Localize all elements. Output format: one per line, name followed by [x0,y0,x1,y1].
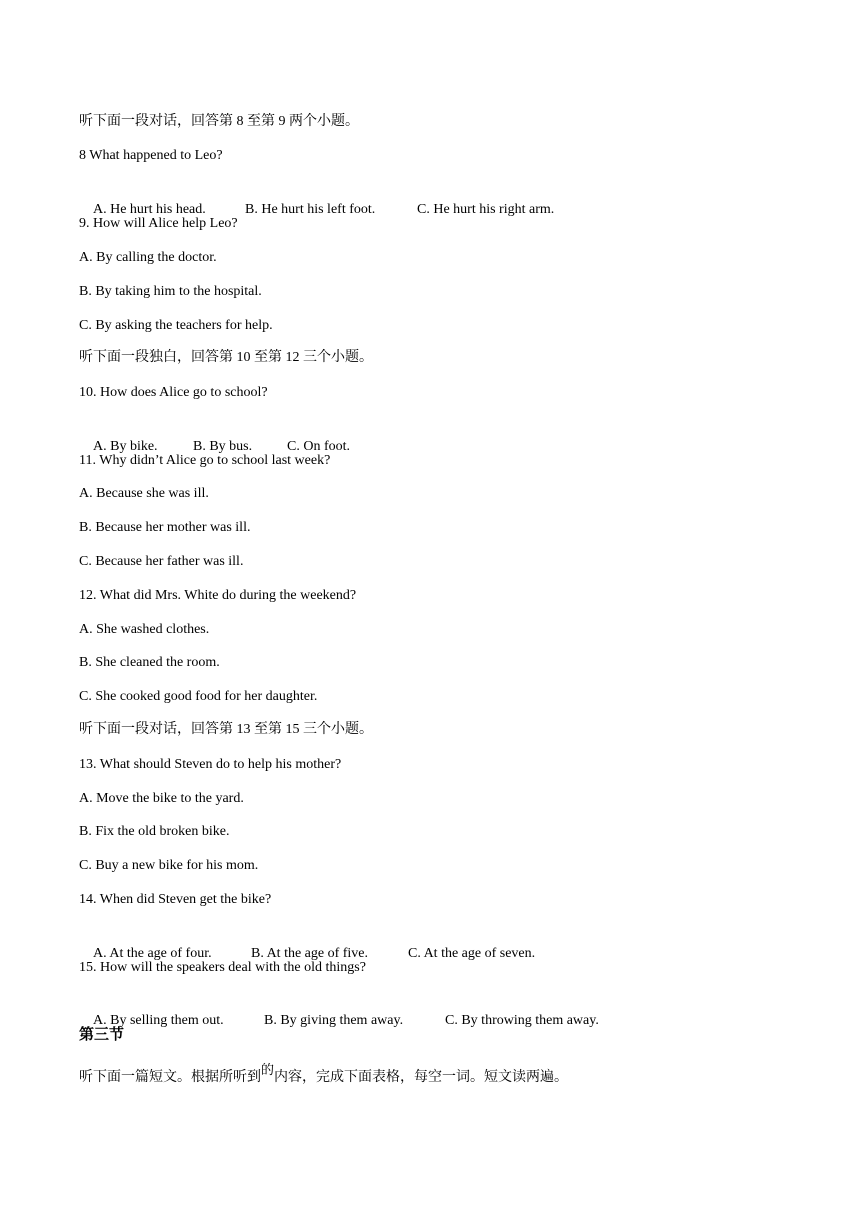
question-9: 9. How will Alice help Leo? [79,216,238,231]
question-8: 8 What happened to Leo? [79,148,223,163]
option-13c: C. Buy a new bike for his mom. [79,858,259,873]
option-14a: A. At the age of four. [93,946,212,961]
question-15-options [79,991,599,1051]
option-15c: C. By throwing them away. [445,1013,599,1028]
question-10: 10. How does Alice go to school? [79,385,268,400]
option-12b: B. She cleaned the room. [79,655,220,670]
option-15a: A. By selling them out. [93,1013,224,1028]
option-11c: C. Because her father was ill. [79,554,244,569]
question-12: 12. What did Mrs. White do during the weekend? [79,588,357,603]
question-15: 15. How will the speakers deal with the old things? [79,960,366,975]
option-13b: B. Fix the old broken bike. [79,824,230,839]
question-13: 13. What should Steven do to help his mother? [79,757,342,772]
section-3-instruction [79,1062,569,1088]
option-10b: B. By bus. [193,439,253,454]
instruction-q10-q12: 听下面一段独白，回答第 10 至第 12 三个小题。 [79,350,373,365]
option-15b: B. By giving them away. [264,1013,404,1028]
option-10a: A. By bike. [93,439,158,454]
option-13a: A. Move the bike to the yard. [79,791,244,806]
option-14c: C. At the age of seven. [408,946,536,961]
option-9b: B. By taking him to the hospital. [79,284,262,299]
section-3-instruction-part1: 听下面一篇短文。根据所听到 [79,1070,261,1085]
instruction-q13-q15: 听下面一段对话，回答第 13 至第 15 三个小题。 [79,722,373,737]
option-10c: C. On foot. [287,439,350,454]
option-9c: C. By asking the teachers for help. [79,318,273,333]
option-11b: B. Because her mother was ill. [79,520,251,535]
option-11a: A. Because she was ill. [79,486,209,501]
option-8b: B. He hurt his left foot. [245,202,376,217]
question-11: 11. Why didn’t Alice go to school last week? [79,453,331,468]
section-3-instruction-part2: 内容，完成下面表格，每空一词。短文读两遍。 [274,1070,569,1085]
question-14: 14. When did Steven get the bike? [79,892,272,907]
option-12a: A. She washed clothes. [79,622,210,637]
option-8c: C. He hurt his right arm. [417,202,555,217]
section-3-heading: 第三节 [79,1025,125,1043]
option-14b: B. At the age of five. [251,946,369,961]
instruction-q8-q9: 听下面一段对话，回答第 8 至第 9 两个小题。 [79,114,359,129]
option-8a: A. He hurt his head. [93,202,206,217]
option-9a: A. By calling the doctor. [79,250,217,265]
option-12c: C. She cooked good food for her daughter. [79,689,318,704]
section-3-instruction-raised-char: 的 [261,1062,275,1077]
